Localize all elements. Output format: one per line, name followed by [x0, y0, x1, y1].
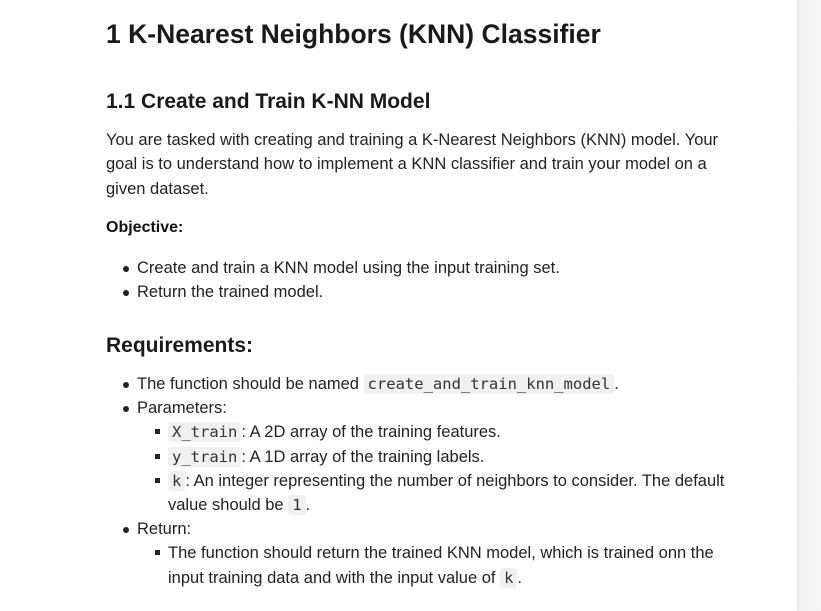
parameter-item	[137, 469, 746, 517]
return-text: The function should return the trained KNN model, which is trained onn the input training data and with the input value of	[168, 544, 714, 587]
page-title: 1 K-Nearest Neighbors (KNN) Classifier	[106, 19, 601, 49]
parameters-label: Parameters:	[137, 399, 227, 418]
list-item: Create and train a KNN model using the input training set.	[106, 256, 746, 280]
parameter-code: X_train	[168, 422, 241, 442]
parameter-desc: : A 2D array of the training features.	[241, 423, 501, 442]
objective-label: Objective:	[106, 219, 184, 236]
parameter-desc: : An integer representing the number of neighbors to consider. The default value should be	[168, 471, 725, 515]
parameter-code: k	[168, 471, 185, 491]
parameter-desc: : A 1D array of the training labels.	[241, 447, 485, 466]
parameter-item	[137, 445, 746, 469]
parameter-tail: .	[305, 496, 311, 515]
parameters-list	[137, 420, 746, 517]
return-label: Return:	[137, 520, 192, 539]
objectives-list	[106, 256, 746, 304]
return-tail: .	[517, 568, 523, 587]
section-heading: 1.1 Create and Train K-NN Model	[106, 90, 431, 113]
page-edge-shadow	[797, 0, 821, 611]
function-name-prefix: The function should be named	[137, 375, 359, 393]
intro-paragraph: You are tasked with creating and training a K-Nearest Neighbors (KNN) model. Your goal is to understand how to implement a KNN classifier and train your model on a given dataset.	[106, 131, 719, 198]
parameter-code: y_train	[168, 447, 241, 467]
default-value-code: 1	[288, 495, 305, 515]
return-item	[137, 541, 746, 589]
return-list	[137, 541, 746, 589]
requirement-function-name	[106, 372, 746, 396]
requirements-heading: Requirements:	[106, 334, 254, 357]
requirement-return	[106, 517, 746, 590]
return-code: k	[500, 568, 517, 588]
list-item: Return the trained model.	[106, 280, 746, 304]
requirements-list	[106, 372, 746, 590]
function-name-code: create_and_train_knn_model	[364, 374, 615, 394]
parameter-item	[137, 420, 746, 444]
requirement-parameters	[106, 396, 746, 517]
function-name-suffix: .	[614, 375, 619, 393]
